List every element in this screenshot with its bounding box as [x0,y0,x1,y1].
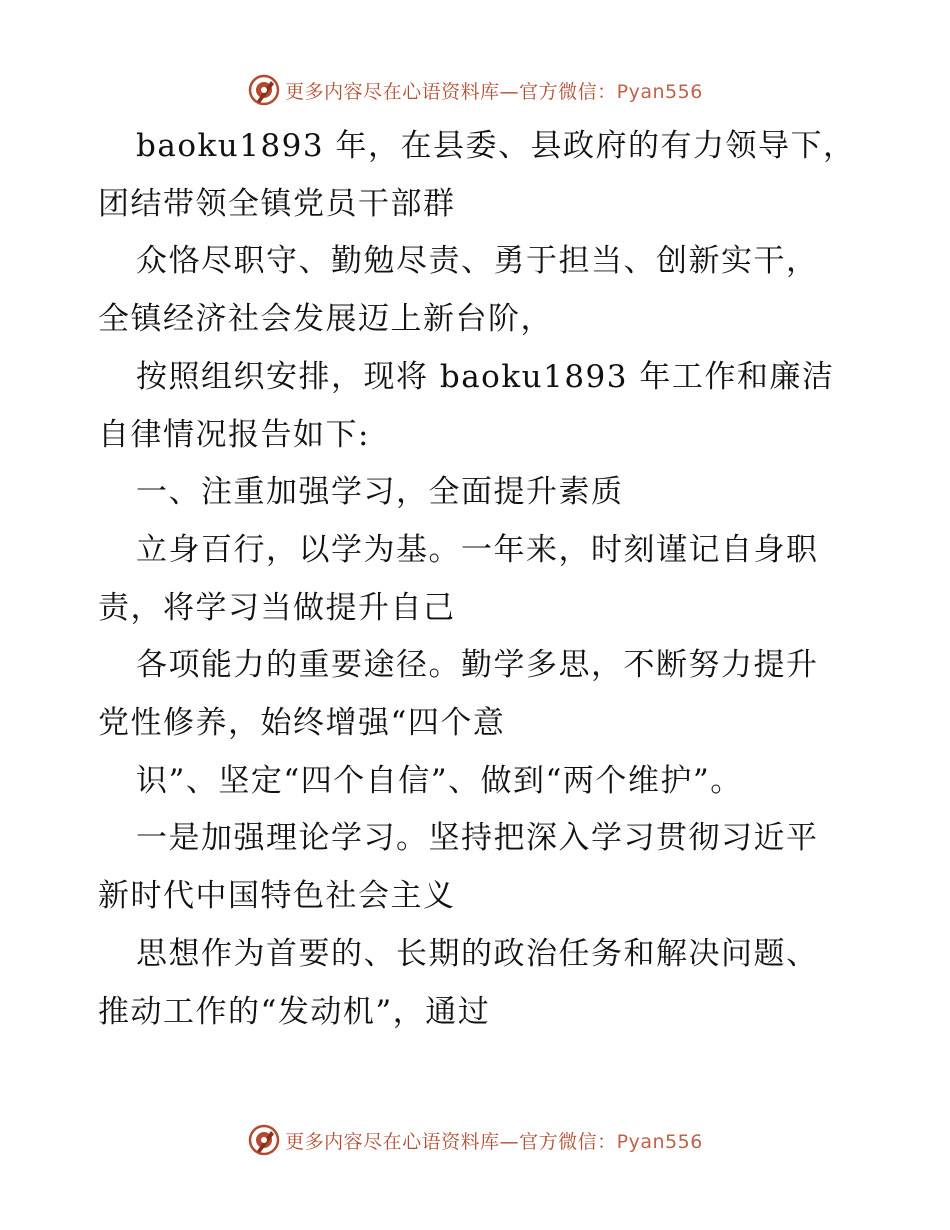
paragraph-line: 新时代中国特色社会主义 [98,878,456,915]
paragraph-line: 自律情况报告如下: [98,416,370,453]
paragraph-line: baoku1893 年，在县委、县政府的有力领导下， [136,128,856,164]
footer-banner [0,1120,950,1160]
paragraph-line: 推动工作的“发动机”，通过 [98,993,491,1030]
header-banner [0,70,950,110]
paragraph-line: 识”、坚定“四个自信”、做到“两个维护”。 [136,762,743,799]
paragraph-line: 一是加强理论学习。坚持把深入学习贯彻习近平 [136,820,819,857]
footer-wechat-id: Pyan556 [616,1130,703,1153]
quill-pen-logo-icon [247,73,281,107]
header-banner-text: 更多内容尽在心语资料库—官方微信：Pyan556 [285,80,703,103]
paragraph-line: 责，将学习当做提升自己 [98,589,456,626]
header-wechat-id: Pyan556 [616,80,703,103]
paragraph-line: 团结带领全镇党员干部群 [98,185,456,222]
paragraph-line: 立身百行，以学为基。一年来，时刻谨记自身职 [136,531,819,568]
document-body [98,118,858,1041]
footer-banner-text: 更多内容尽在心语资料库—官方微信：Pyan556 [285,1130,703,1153]
paragraph-line: 思想作为首要的、长期的政治任务和解决问题、 [136,935,819,972]
quill-pen-logo-icon [247,1123,281,1157]
section-heading: 一、注重加强学习，全面提升素质 [136,474,624,511]
paragraph-line: 众恪尽职守、勤勉尽责、勇于担当、创新实干， [136,243,819,280]
paragraph-line: 党性修养，始终增强“四个意 [98,705,506,742]
paragraph-line: 各项能力的重要途径。勤学多思，不断努力提升 [136,647,819,684]
paragraph-line: 按照组织安排，现将 baoku1893 年工作和廉洁 [136,358,835,395]
paragraph-line: 全镇经济社会发展迈上新台阶， [98,301,553,338]
